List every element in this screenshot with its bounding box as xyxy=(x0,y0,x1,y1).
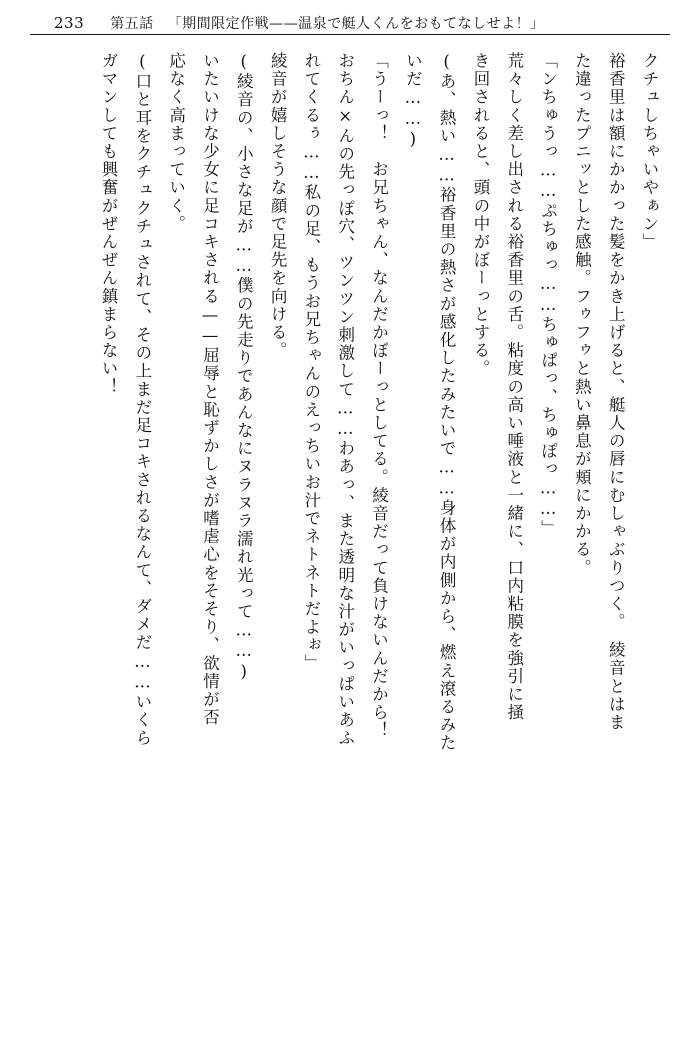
header-divider xyxy=(30,34,670,35)
text-line: (綾音の、小さな足が……僕の先走りであんなにヌラヌラ濡れ光って……) xyxy=(234,52,254,683)
text-line: 荒々しく差し出される裕香里の舌。粘度の高い唾液と一緒に、口内粘膜を強引に掻 xyxy=(504,52,524,722)
text-line: (あ、熱い……裕香里の熱さが感化したみたいで……身体が内側から、燃え滾るみた xyxy=(437,52,457,753)
text-line: 「うーっ！ お兄ちゃん、なんだかぼーっとしてる。綾音だって負けないんだから！ xyxy=(369,52,389,740)
text-line: れてくるぅ……私の足、もうお兄ちゃんのえっちいお汁でネトネトだよぉ」 xyxy=(301,52,321,673)
text-line: 綾音が嬉しそうな顔で足先を向ける。 xyxy=(268,52,288,360)
text-line: いだ……) xyxy=(403,52,423,150)
text-line: 応なく高まっていく。 xyxy=(166,52,186,233)
text-line: き回されると、頭の中がぼーっとする。 xyxy=(470,52,490,378)
text-line: ガマンしても興奮がぜんぜん鎮まらない！ xyxy=(99,52,118,396)
vertical-text-block xyxy=(32,52,666,1012)
page-body xyxy=(32,52,666,1022)
text-line: (口と耳をクチュクチュされて、その上まだ足コキされるなんて、ダメだ……いくら xyxy=(132,52,152,748)
text-line: 「ンちゅうっ……ぷちゅっ……ちゅぱっ、ちゅぽっ……」 xyxy=(538,52,558,538)
text-line: た違ったプニッとした感触。フゥフゥと熱い鼻息が頬にかかる。 xyxy=(572,52,592,577)
text-line: おちん×んの先っぽ穴、ツンツン刺激して……わあっ、また透明な汁がいっぱいあふ xyxy=(335,52,355,748)
chapter-title: 「期間限定作戦——温泉で艇人くんをおもてなしせよ！」 xyxy=(167,16,545,32)
text-line: クチュしちゃいやぁン」 xyxy=(640,52,659,252)
chapter-label: 第五話 xyxy=(110,16,154,32)
page-number: 233 xyxy=(54,14,85,32)
text-line: 裕香里は額にかかった髪をかき上げると、艇人の唇にむしゃぶりつく。 綾音とはま xyxy=(606,52,626,732)
text-line: いたいけな少女に足コキされる——屈辱と恥ずかしさが嗜虐心をそそり、欲情が否 xyxy=(200,52,220,727)
